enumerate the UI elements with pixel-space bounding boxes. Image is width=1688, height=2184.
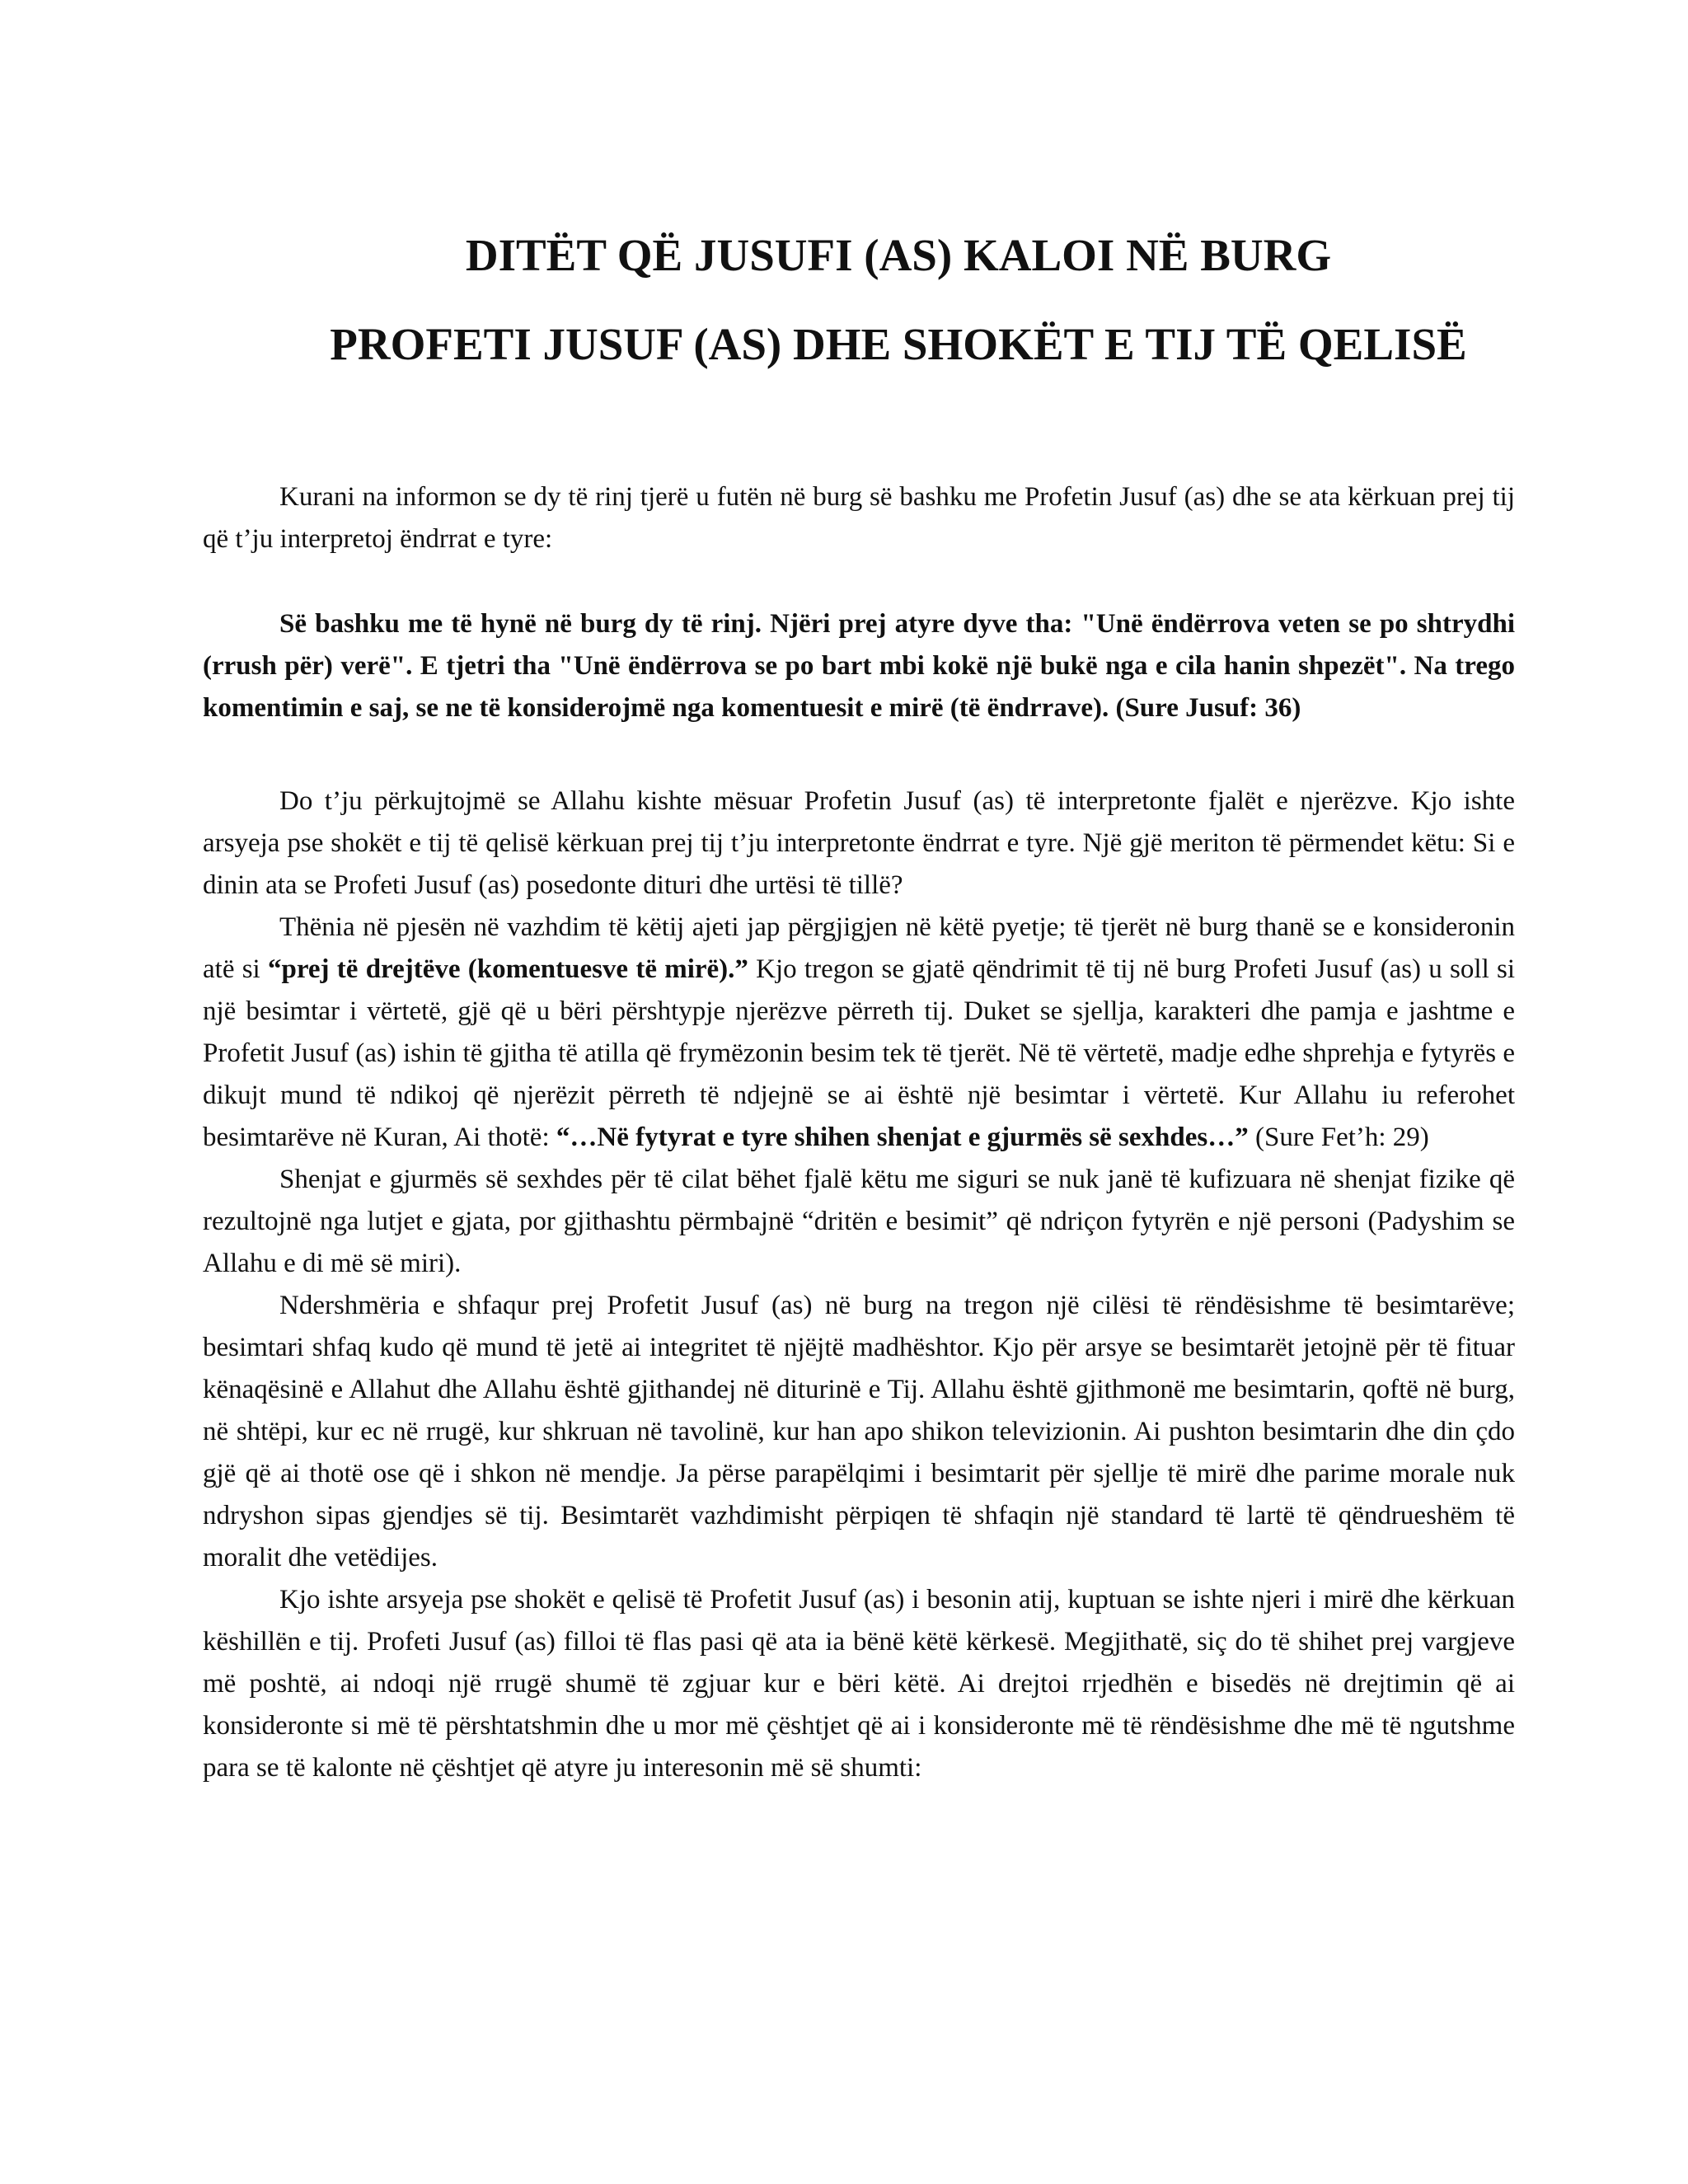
paragraph-signs-of-prostration: Shenjat e gjurmës së sexhdes për të cilat bëhet fjalë këtu me siguri se nuk janë të kufizuara në shenjat fizike që rezultojnë nga lutjet e gjata, por gjithashtu përmbajnë “dritën e besimit” që ndriçon fytyrën e një personi (Padyshim se Allahu e di më së miri). — [203, 1165, 1515, 1278]
paragraph-allah-taught: Do t’ju përkujtojmë se Allahu kishte mësuar Profetin Jusuf (as) të interpretonte fjalët e njerëzve. Kjo ishte arsyeja pse shokët e tij të qelisë kërkuan prej tij t’ju interpretonte ëndrrat e tyre. Një gjë meriton të përmendet këtu: Si e dinin ata se Profeti Jusuf (as) posedonte dituri dhe urtësi të tillë? — [203, 786, 1515, 900]
paragraph-righteous — [203, 907, 1515, 1159]
document-title: DITËT QË JUSUFI (AS) KALOI NË BURG — [465, 230, 1332, 280]
quote-righteous: “prej të drejtëve (komentuesve të mirë).” — [268, 954, 748, 984]
paragraph-spacer — [203, 560, 1515, 603]
paragraph-intro: Kurani na informon se dy të rinj tjerë u futën në burg së bashku me Profetin Jusuf (as) dhe se ata kërkuan prej tij që t’ju interpretoj ëndrrat e tyre: — [203, 482, 1515, 554]
paragraph-text: Kjo tregon se gjatë qëndrimit të tij në burg Profeti Jusuf (as) u soll si një besimtar i vërtetë, gjë që u bëri përshtypje njerëzve përreth tij. Duket se sjellja, karakteri dhe pamja e jashtme e Profetit Jusuf (as) ishin të gjitha të atilla që frymëzonin besim tek të tjerët. Në të vërtetë, madje edhe shprehja e fytyrës e dikujt mund të ndikoj që njerëzit përreth të ndjejnë se ai është një besimtar i vërtetë. Kur Allahu iu referohet besimtarëve në Kuran, Ai thotë: — [203, 954, 1515, 1152]
quran-quote-sure-jusuf: Së bashku me të hynë në burg dy të rinj. Njëri prej atyre dyve tha: "Unë ëndërrova veten se po shtrydhi (rrush për) verë". E tjetri tha "Unë ëndërrova se po bart mbi kokë një bukë nga e cila hanin shpezët". Na trego komentimin e saj, se ne të konsiderojmë nga komentuesit e mirë (të ëndrrave). (Sure Jusuf: 36) — [203, 609, 1515, 723]
quote-sure-feth: “…Në fytyrat e tyre shihen shenjat e gjurmës së sexhdes…” — [556, 1122, 1249, 1152]
paragraph-spacer — [203, 729, 1515, 780]
paragraph-cellmates: Kjo ishte arsyeja pse shokët e qelisë të Profetit Jusuf (as) i besonin atij, kuptuan se ishte njeri i mirë dhe kërkuan këshillën e tij. Profeti Jusuf (as) filloi të flas pasi që ata ia bënë këtë kërkesë. Megjithatë, siç do të shihet prej vargjeve më poshtë, ai ndoqi një rrugë shumë të zgjuar kur e bëri këtë. Ai drejtoi rrjedhën e bisedës në drejtimin që ai konsideronte si më të përshtatshmin dhe u mor më çështjet që ai i konsideronte më të rëndësishme dhe më të ngutshme para se të kalonte në çështjet që atyre ju interesonin më së shumti: — [203, 1585, 1515, 1783]
citation-sure-feth: (Sure Fet’h: 29) — [1248, 1122, 1429, 1152]
document-subtitle: PROFETI JUSUF (AS) DHE SHOKËT E TIJ TË QELISË — [330, 319, 1467, 369]
document-body — [203, 476, 1515, 1789]
paragraph-honesty: Ndershmëria e shfaqur prej Profetit Jusuf (as) në burg na tregon një cilësi të rëndësishme të besimtarëve; besimtari shfaq kudo që mund të jetë ai integritet të njëjtë madhështor. Kjo për arsye se besimtarët jetojnë për të fituar kënaqësinë e Allahut dhe Allahu është gjithandej në diturinë e Tij. Allahu është gjithmonë me besimtarin, qoftë në burg, në shtëpi, kur ec në rrugë, kur shkruan në tavolinë, kur han apo shikon televizionin. Ai pushton besimtarin dhe din çdo gjë që ai thotë ose që i shkon në mendje. Ja përse parapëlqimi i besimtarit për sjellje të mirë dhe parime morale nuk ndryshon sipas gjendjes së tij. Besimtarët vazhdimisht përpiqen të shfaqin një standard të lartë të qëndrueshëm të moralit dhe vetëdijes. — [203, 1291, 1515, 1572]
paragraph-text: Thënia në pjesën në vazhdim të këtij ajeti jap përgjigjen në këtë pyetje; të tjerët në burg thanë se e konsideronin atë si — [203, 912, 1515, 984]
